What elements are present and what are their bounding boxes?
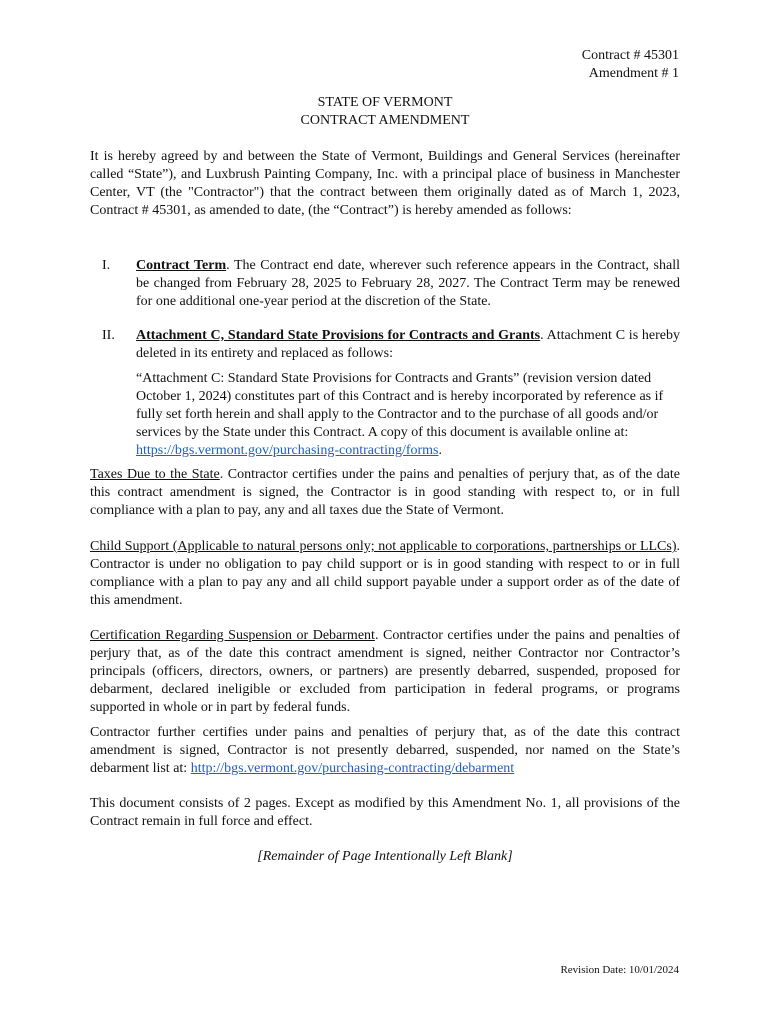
item-2-quote-end: . <box>438 443 443 458</box>
item-2-quote <box>136 370 680 460</box>
certification-text: . Contractor certifies under the pains and penalties of perjury that, as of the date this contract amendment is signed, neither Contractor nor Contractor’s principals (officers, directors, owners, or partners) are presently debarred, suspended, proposed for debarment, declared ineligible or excluded from participation in federal programs, or programs supported in whole or in part by federal funds. <box>90 628 680 715</box>
certification-heading: Certification Regarding Suspension or Debarment <box>90 628 375 643</box>
item-1-paragraph <box>136 257 680 311</box>
child-support-heading: Child Support (Applicable to natural persons only; not applicable to corporations, partnerships or LLCs) <box>90 539 677 554</box>
item-1-numeral: I. <box>102 258 111 273</box>
item-2-text: . Attachment C is hereby deleted in its entirety and replaced as follows: <box>136 328 680 361</box>
item-2-quote-text: “Attachment C: Standard State Provisions for Contracts and Grants” (revision version dated October 1, 2024) constitutes part of this Contract and is hereby incorporated by reference as if fully set forth herein and shall apply to the Contractor and to the purchase of all goods and/or services by the State under this Contract. A copy of this document is available online at: <box>136 371 664 440</box>
debarment-text: Contractor further certifies under pains and penalties of perjury that, as of the date this contract amendment is signed, Contractor is not presently debarred, suspended, nor named on the State’s debarment list at: <box>90 725 680 776</box>
forms-link[interactable]: https://bgs.vermont.gov/purchasing-contracting/forms <box>136 443 439 458</box>
taxes-paragraph <box>90 466 680 520</box>
intro-paragraph: It is hereby agreed by and between the State of Vermont, Buildings and General Services (hereinafter called “State”), and Luxbrush Painting Company, Inc. with a principal place of business in Manchester Center, VT (the "Contractor") that the contract between them originally dated as of March 1, 2023, Contract # 45301, as amended to date, (the “Contract”) is hereby amended as follows: <box>90 149 680 218</box>
certification-paragraph <box>90 627 680 717</box>
item-2-paragraph <box>136 327 680 363</box>
item-1-text: . The Contract end date, wherever such reference appears in the Contract, shall be changed from February 28, 2025 to February 28, 2027. The Contract Term may be renewed for one additional one-year period at the discretion of the State. <box>136 258 680 309</box>
revision-date: Revision Date: 10/01/2024 <box>560 964 679 976</box>
item-1-heading: Contract Term <box>136 258 227 273</box>
remainder-note: [Remainder of Page Intentionally Left Blank] <box>257 849 513 864</box>
title-line-2: CONTRACT AMENDMENT <box>300 113 470 128</box>
title-line-1: STATE OF VERMONT <box>317 95 453 110</box>
debarment-paragraph <box>90 724 680 778</box>
contract-header <box>582 47 679 83</box>
debarment-link[interactable]: http://bgs.vermont.gov/purchasing-contracting/debarment <box>190 761 515 776</box>
child-support-text: . Contractor is under no obligation to pay child support or is in good standing with respect to or in full compliance with a plan to pay any and all child support payable under a support order as of the date of this amendment. <box>90 539 680 608</box>
contract-number: Contract # 45301 <box>581 48 679 63</box>
child-support-paragraph <box>90 538 680 610</box>
item-2-heading: Attachment C, Standard State Provisions for Contracts and Grants <box>136 328 541 343</box>
document-title <box>0 94 770 130</box>
item-2-numeral: II. <box>102 328 115 343</box>
closing-paragraph: This document consists of 2 pages. Except as modified by this Amendment No. 1, all provisions of the Contract remain in full force and effect. <box>90 796 680 829</box>
amendment-number: Amendment # 1 <box>588 66 679 81</box>
taxes-heading: Taxes Due to the State <box>90 467 220 482</box>
taxes-text: . Contractor certifies under the pains and penalties of perjury that, as of the date this contract amendment is signed, the Contractor is in good standing with respect to, or in full compliance with a plan to pay, any and all taxes due the State of Vermont. <box>90 467 680 518</box>
